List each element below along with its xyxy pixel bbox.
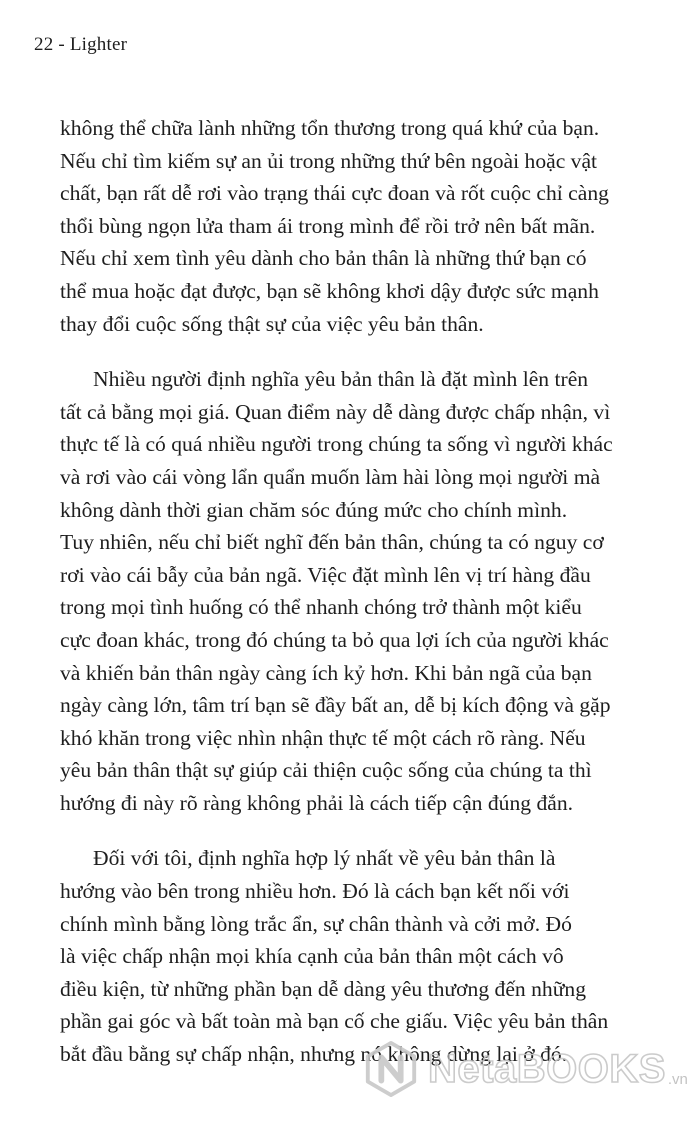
text-line: hướng đi này rõ ràng không phải là cách tiếp cận đúng đắn. — [60, 790, 574, 815]
watermark-brand: NetaBOOKS — [428, 1046, 666, 1091]
text-line: bắt đầu bằng sự chấp nhận, nhưng nó không dừng lại ở đó. — [60, 1042, 568, 1067]
text-line: cực đoan khác, trong đó chúng ta bỏ qua lợi ích của người khác — [60, 627, 609, 652]
text-line: tất cả bằng mọi giá. Quan điểm này dễ dàng được chấp nhận, vì — [60, 399, 611, 424]
text-line: Nếu chỉ tìm kiếm sự an ủi trong những thứ bên ngoài hoặc vật — [60, 148, 598, 173]
text-line: thực tế là có quá nhiều người trong chúng ta sống vì người khác — [60, 432, 613, 457]
text-line: là việc chấp nhận mọi khía cạnh của bản thân một cách vô — [60, 944, 564, 969]
text-line: và khiến bản thân ngày càng ích kỷ hơn. Khi bản ngã của bạn — [60, 660, 592, 685]
text-line: chất, bạn rất dễ rơi vào trạng thái cực đoan và rốt cuộc chỉ càng — [60, 181, 609, 206]
text-line: thể mua hoặc đạt được, bạn sẽ không khơi dậy được sức mạnh — [60, 278, 599, 303]
text-line: Đối với tôi, định nghĩa hợp lý nhất về yêu bản thân là — [93, 846, 556, 871]
text-line: thay đổi cuộc sống thật sự của việc yêu bản thân. — [60, 311, 484, 336]
paragraph — [60, 842, 686, 1070]
text-line: phần gai góc và bất toàn mà bạn cố che giấu. Việc yêu bản thân — [60, 1009, 609, 1034]
text-line: yêu bản thân thật sự giúp cải thiện cuộc sống của chúng ta thì — [60, 758, 592, 783]
text-line: điều kiện, từ những phần bạn dễ dàng yêu thương đến những — [60, 976, 586, 1001]
text-line: Tuy nhiên, nếu chỉ biết nghĩ đến bản thân, chúng ta có nguy cơ — [60, 530, 604, 555]
text-line: và rơi vào cái vòng lẩn quẩn muốn làm hài lòng mọi người mà — [60, 464, 601, 489]
text-line: không thể chữa lành những tổn thương trong quá khứ của bạn. — [60, 116, 600, 140]
text-line: chính mình bằng lòng trắc ẩn, sự chân thành và cởi mở. Đó — [60, 911, 572, 936]
text-line: không dành thời gian chăm sóc đúng mức cho chính mình. — [60, 497, 568, 522]
paragraph — [60, 112, 686, 340]
netabooks-n-logo-icon — [362, 1040, 420, 1098]
watermark-suffix: .vn — [667, 1071, 688, 1088]
text-line: khó khăn trong việc nhìn nhận thực tế một cách rõ ràng. Nếu — [60, 725, 586, 750]
running-head: 22 - Lighter — [34, 34, 128, 55]
text-line: Nếu chỉ xem tình yêu dành cho bản thân là những thứ bạn có — [60, 246, 587, 271]
text-line: thổi bùng ngọn lửa tham ái trong mình để rồi trở nên bất mãn. — [60, 213, 596, 238]
text-line: trong mọi tình huống có thể nhanh chóng trở thành một kiểu — [60, 595, 582, 620]
text-line: ngày càng lớn, tâm trí bạn sẽ đầy bất an, dễ bị kích động và gặp — [60, 693, 611, 718]
page-body — [60, 112, 686, 1071]
text-line: Nhiều người định nghĩa yêu bản thân là đặt mình lên trên — [93, 367, 589, 392]
text-line: hướng vào bên trong nhiều hơn. Đó là cách bạn kết nối với — [60, 879, 570, 904]
watermark — [362, 1040, 688, 1098]
paragraph — [60, 363, 686, 819]
text-line: rơi vào cái bẫy của bản ngã. Việc đặt mình lên vị trí hàng đầu — [60, 562, 591, 587]
